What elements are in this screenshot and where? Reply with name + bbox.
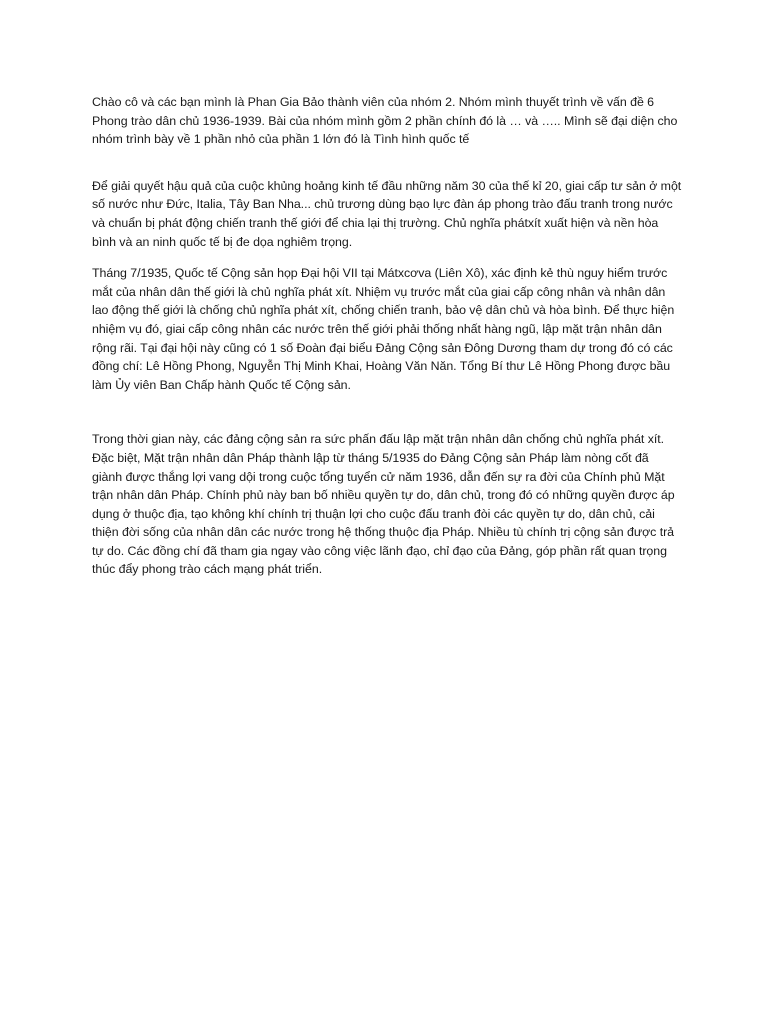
paragraph-introduction: Chào cô và các bạn mình là Phan Gia Bảo thành viên của nhóm 2. Nhóm mình thuyết trình về vấn đề 6 Phong trào dân chủ 1936-1939. Bài của nhóm mình gồm 2 phần chính đó là … và ….. Mình sẽ đại diện cho nhóm trình bày về 1 phần nhỏ của phần 1 lớn đó là Tình hình quốc tế — [92, 95, 678, 147]
paragraph-comintern-congress: Tháng 7/1935, Quốc tế Cộng sản họp Đại hội VII tại Mátxcơva (Liên Xô), xác định kẻ thù nguy hiểm trước mắt của nhân dân thế giới là chủ nghĩa phát xít. Nhiệm vụ trước mắt của giai cấp công nhân và nhân dân lao động thế giới là chống chủ nghĩa phát xít, chống chiến tranh, bảo vệ dân chủ và hòa bình. Để thực hiện nhiệm vụ đó, giai cấp công nhân các nước trên thế giới phải thống nhất hàng ngũ, lập mặt trận nhân dân rộng rãi. Tại đại hội này cũng có 1 số Đoàn đại biểu Đảng Cộng sản Đông Dương tham dự trong đó có các đồng chí: Lê Hồng Phong, Nguyễn Thị Minh Khai, Hoàng Văn Năn. Tổng Bí thư Lê Hồng Phong được bầu làm Ủy viên Ban Chấp hành Quốc tế Cộng sản. — [92, 266, 675, 392]
paragraph-economic-crisis: Để giải quyết hậu quả của cuộc khủng hoảng kinh tế đầu những năm 30 của thế kỉ 20, giai cấp tư sản ở một số nước như Đức, Italia, Tây Ban Nha... chủ trương dùng bạo lực đàn áp phong trào đấu tranh trong nước và chuẩn bị phát động chiến tranh thế giới để chia lại thị trường. Chủ nghĩa phátxít xuất hiện và nền hòa bình và an ninh quốc tế bị đe dọa nghiêm trọng. — [92, 178, 682, 249]
paragraph-popular-front: Trong thời gian này, các đảng cộng sản ra sức phấn đấu lập mặt trận nhân dân chống chủ nghĩa phát xít. Đặc biệt, Mặt trận nhân dân Pháp thành lập từ tháng 5/1935 do Đảng Cộng sản Pháp làm nòng cốt đã giành được thắng lợi vang dội trong cuộc tổng tuyển cử năm 1936, dẫn đến sự ra đời của Chính phủ Mặt trận nhân dân Pháp. Chính phủ này ban bố nhiều quyền tự do, dân chủ, trong đó có những quyền được áp dụng ở thuộc địa, tạo không khí chính trị thuận lợi cho cuộc đấu tranh đòi các quyền tự do, dân chủ, cải thiện đời sống của nhân dân các nước trong hệ thống thuộc địa Pháp. Nhiều tù chính trị cộng sản được trả tự do. Các đồng chí đã tham gia ngay vào công việc lãnh đạo, chỉ đạo của Đảng, góp phần rất quan trọng thúc đẩy phong trào cách mạng phát triển. — [92, 432, 675, 577]
document-body — [92, 93, 682, 579]
